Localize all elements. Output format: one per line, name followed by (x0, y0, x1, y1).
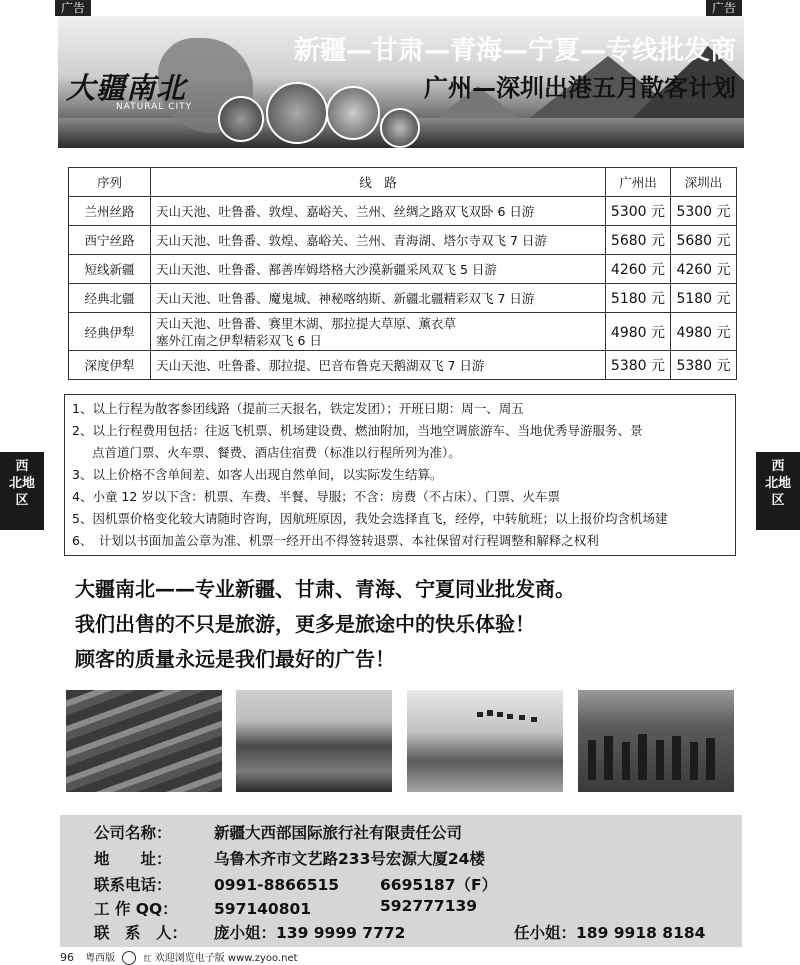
company-name: 新疆大西部国际旅行社有限责任公司 (214, 824, 463, 842)
site-text: 欢迎浏览电子版 www.zyoo.net (154, 953, 298, 964)
route-name: 经典北疆 (69, 284, 151, 313)
note-line: 3、以上价格不含单间差、如客人出现自然单间，以实际发生结算。 (72, 467, 443, 482)
route-desc: 天山天池、吐鲁番、魔鬼城、神秘喀纳斯、新疆北疆精彩双飞 7 日游 (151, 284, 606, 313)
phone-label: 联系电话： (94, 876, 172, 894)
banner-title: 新疆—甘肃—青海—宁夏—专线批发商 (293, 36, 736, 66)
address-row (94, 847, 485, 869)
price-shenzhen: 4260 元 (671, 255, 737, 284)
route-desc-line: 天山天池、吐鲁番、赛里木湖、那拉提大草原、薰衣草 (156, 315, 457, 331)
company-row (94, 821, 462, 843)
slogan-line: 我们出售的不只是旅游，更多是旅途中的快乐体验！ (75, 612, 535, 636)
table-row (69, 255, 737, 284)
phone-row (94, 873, 498, 895)
price-shenzhen: 5380 元 (671, 351, 737, 380)
column-header: 序列 (69, 168, 151, 197)
price-shenzhen: 5680 元 (671, 226, 737, 255)
price-shenzhen: 5300 元 (671, 197, 737, 226)
slogan-line: 大疆南北——专业新疆、甘肃、青海、宁夏同业批发商。 (75, 577, 575, 601)
address-value: 乌鲁木齐市文艺路233号宏源大厦24楼 (214, 850, 485, 868)
desert-camel-photo (407, 690, 563, 792)
price-guangzhou: 4260 元 (605, 255, 670, 284)
dancers-photo (578, 690, 734, 792)
company-label: 公司名称： (94, 824, 172, 842)
price-guangzhou: 4980 元 (605, 313, 670, 351)
page-number: 96 (60, 951, 74, 964)
route-desc: 天山天池、吐鲁番、敦煌、嘉峪关、兰州、丝绸之路双飞双卧 6 日游 (151, 197, 606, 226)
notes-box (64, 394, 736, 556)
qq-value: 592777139 (380, 897, 478, 915)
route-desc-line: 塞外江南之伊犁精彩双飞 6 日 (156, 332, 322, 348)
region-tab-right (756, 452, 800, 530)
column-header: 深圳出 (671, 168, 737, 197)
region-tab-text: 北地 (764, 476, 791, 491)
column-header: 广州出 (605, 168, 670, 197)
route-table (68, 167, 737, 380)
region-tab-text: 区 (771, 493, 785, 508)
route-name: 经典伊犁 (69, 313, 151, 351)
edition-label: 粤西版 (85, 953, 116, 964)
kebab-photo (66, 690, 222, 792)
camel-caravan-icon (407, 690, 563, 792)
column-header: 线 路 (151, 168, 606, 197)
photo-thumb (218, 96, 264, 142)
region-tab-text: 北地 (8, 476, 35, 491)
price-guangzhou: 5680 元 (605, 226, 670, 255)
note-line: 点首道门票、火车票、餐费、酒店住宿费（标准以行程所列为准）。 (92, 445, 461, 460)
fax-value: 6695187（F） (380, 876, 498, 894)
contact-person-label: 联 系 人： (94, 924, 188, 942)
route-desc: 天山天池、吐鲁番、敦煌、嘉峪关、兰州、青海湖、塔尔寺双飞 7 日游 (151, 226, 606, 255)
photo-thumb (326, 86, 380, 140)
route-name: 西宁丝路 (69, 226, 151, 255)
slogan-block (75, 572, 735, 677)
route-desc: 天山天池、吐鲁番、那拉提、巴音布鲁克天鹅湖双飞 7 日游 (151, 351, 606, 380)
phone-value: 0991-8866515 (214, 876, 340, 894)
route-name: 短线新疆 (69, 255, 151, 284)
route-desc (151, 313, 606, 351)
table-row (69, 351, 737, 380)
hero-banner (58, 16, 744, 148)
qq-label: 工 作 QQ： (94, 900, 178, 918)
price-guangzhou: 5300 元 (605, 197, 670, 226)
logo: 大疆南北 (66, 71, 187, 105)
photo-strip (66, 690, 736, 794)
table-row (69, 284, 737, 313)
price-shenzhen: 5180 元 (671, 284, 737, 313)
dancers-icon (578, 690, 734, 792)
brand-circle-icon (122, 951, 136, 965)
note-line: 1、以上行程为散客参团线路（提前三天报名，铁定发团）；开班日期：周一、周五 (72, 401, 524, 416)
route-desc: 天山天池、吐鲁番、鄯善库姆塔格大沙漠新疆采风双飞 5 日游 (151, 255, 606, 284)
region-tab-left (0, 452, 44, 530)
forest-lake-photo (236, 690, 392, 792)
table-row (69, 226, 737, 255)
brand-circle-text: 红 (143, 954, 152, 963)
route-name: 深度伊犁 (69, 351, 151, 380)
logo-subtitle: NATURAL CITY (116, 102, 193, 112)
contact-panel (60, 815, 742, 947)
ad-label-left: 广告 (55, 0, 91, 16)
contact-person-1: 庞小姐：139 9999 7772 (214, 924, 406, 942)
region-tab-text: 区 (15, 493, 29, 508)
qq-value: 597140801 (214, 900, 312, 918)
note-line: 5、因机票价格变化较大请随时咨询，因航班原因，我处会选择直飞，经停，中转航班；以上报价均含机场建 (72, 511, 668, 526)
price-guangzhou: 5380 元 (605, 351, 670, 380)
photo-thumb (380, 108, 420, 148)
price-guangzhou: 5180 元 (605, 284, 670, 313)
note-line: 2、以上行程费用包括：往返飞机票、机场建设费、燃油附加，当地空调旅游车、当地优秀导游服务、景 (72, 423, 643, 438)
table-row (69, 197, 737, 226)
price-shenzhen: 4980 元 (671, 313, 737, 351)
ad-label-right: 广告 (706, 0, 742, 16)
contact-person-row (94, 921, 706, 943)
slogan-line: 顾客的质量永远是我们最好的广告！ (75, 647, 395, 671)
page-footer (60, 949, 298, 965)
table-row (69, 313, 737, 351)
table-header-row (69, 168, 737, 197)
route-name: 兰州丝路 (69, 197, 151, 226)
qq-row (94, 897, 478, 919)
region-tab-text: 西 (15, 459, 29, 474)
photo-thumb (266, 82, 328, 144)
address-label: 地 址： (94, 850, 172, 868)
note-line: 6、 计划以书面加盖公章为准、机票一经开出不得签转退票、本社保留对行程调整和解释之权利 (72, 533, 599, 548)
note-line: 4、小童 12 岁以下含：机票、车费、半餐、导服；不含：房费（不占床）、门票、火车票 (72, 489, 561, 504)
region-tab-text: 西 (771, 459, 785, 474)
contact-person-2: 任小姐：189 9918 8184 (514, 924, 706, 942)
banner-subtitle: 广州—深圳出港五月散客计划 (424, 74, 736, 102)
